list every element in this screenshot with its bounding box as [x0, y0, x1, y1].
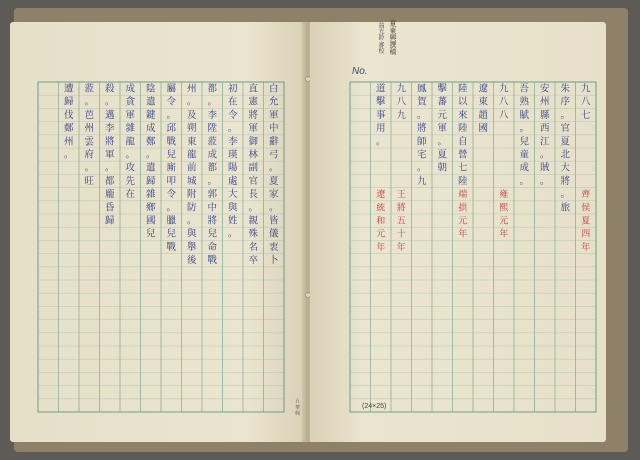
handwritten-character: 序: [560, 96, 571, 108]
handwritten-character: 事: [375, 109, 386, 121]
handwritten-character: 道: [375, 83, 386, 95]
red-character: 拱: [458, 203, 468, 214]
handwritten-column: [581, 83, 591, 121]
handwritten-character: 副: [248, 162, 259, 174]
handwritten-character: 兒: [207, 228, 218, 240]
handwritten-character: 。: [186, 96, 197, 108]
handwritten-character: 令: [166, 96, 177, 108]
handwritten-character: 鳳: [416, 83, 427, 95]
handwritten-character: 。: [104, 162, 115, 174]
right-grid-paper: [310, 22, 606, 442]
handwritten-character: 龐: [104, 189, 115, 201]
handwritten-character: 軍: [104, 149, 115, 161]
handwritten-character: 賊: [539, 162, 550, 174]
handwritten-character: 將: [560, 175, 571, 187]
handwritten-character: 令: [166, 189, 177, 201]
red-character: 五: [396, 216, 406, 227]
handwritten-character: 戰: [166, 241, 177, 253]
handwritten-character: 鍵: [145, 109, 156, 121]
publisher-mark: 五 華 興: [294, 398, 300, 416]
left-manuscript-page: [10, 22, 306, 442]
handwritten-character: 西: [539, 123, 550, 135]
handwritten-character: 。: [539, 149, 550, 161]
handwritten-character: 李: [207, 109, 218, 121]
handwritten-character: 兒: [166, 228, 177, 240]
handwritten-character: 邁: [104, 109, 115, 121]
handwritten-character: 憲: [248, 96, 259, 108]
handwritten-column: [417, 84, 427, 187]
handwritten-character: 舉: [186, 241, 197, 253]
handwritten-character: 七: [457, 162, 468, 174]
handwritten-character: 鄭: [145, 136, 156, 148]
red-character: 十: [396, 229, 406, 240]
handwritten-character: 。: [560, 109, 571, 121]
handwritten-character: 。: [207, 175, 218, 187]
handwritten-column: [105, 84, 115, 227]
handwritten-character: 名: [248, 241, 259, 253]
handwritten-character: 叩: [166, 175, 177, 187]
handwritten-character: 龍: [125, 136, 136, 148]
handwritten-character: 中: [268, 123, 279, 135]
handwritten-character: 趙: [478, 109, 489, 121]
handwritten-character: 縣: [539, 109, 550, 121]
handwritten-character: 衷: [268, 241, 279, 253]
paper-size-label: (24×25): [362, 403, 387, 410]
handwritten-character: 宅: [416, 149, 427, 161]
handwritten-character: 卜: [268, 255, 279, 267]
left-grid-paper: [10, 22, 306, 442]
page-number-label: No.: [352, 66, 368, 77]
handwritten-character: 及: [186, 109, 197, 121]
red-character: 遼: [376, 190, 386, 201]
handwritten-character: 州: [63, 136, 74, 148]
handwritten-character: 。: [145, 149, 156, 161]
handwritten-character: 擊: [437, 83, 448, 95]
red-character: 端: [458, 190, 468, 201]
handwritten-character: 郭: [207, 189, 218, 201]
handwritten-character: 城: [186, 175, 197, 187]
handwritten-character: 中: [207, 202, 218, 214]
handwritten-character: 。: [166, 202, 177, 214]
handwritten-character: 遣: [145, 162, 156, 174]
handwritten-character: 屬: [166, 83, 177, 95]
red-character: 將: [396, 203, 406, 214]
handwritten-character: 戰: [166, 136, 177, 148]
handwritten-character: 旺: [84, 175, 95, 187]
handwritten-character: 臘: [166, 215, 177, 227]
handwritten-character: 。: [227, 123, 238, 135]
handwritten-character: 弓: [268, 149, 279, 161]
handwritten-character: 歸: [104, 215, 115, 227]
handwritten-character: 軍: [268, 109, 279, 121]
red-character: 王: [396, 190, 406, 201]
handwritten-character: 儀: [268, 228, 279, 240]
handwritten-character: 。: [416, 162, 427, 174]
handwritten-character: 將: [416, 123, 427, 135]
handwritten-character: 直: [248, 83, 259, 95]
handwritten-character: 東: [478, 96, 489, 108]
handwritten-character: 。: [519, 175, 530, 187]
handwritten-character: 歸: [145, 175, 156, 187]
red-character: 侯: [581, 203, 591, 214]
handwritten-character: 來: [457, 109, 468, 121]
handwritten-character: 防: [186, 202, 197, 214]
red-year-heading: [397, 189, 406, 253]
handwritten-character: 軍: [248, 123, 259, 135]
handwritten-character: 擊: [375, 96, 386, 108]
red-character: 年: [581, 242, 591, 253]
handwritten-character: 八: [580, 96, 591, 108]
handwritten-character: 先: [125, 175, 136, 187]
handwritten-character: 賦: [519, 109, 530, 121]
handwritten-character: 蒞: [84, 83, 95, 95]
handwritten-character: 辭: [268, 136, 279, 148]
handwritten-character: 廝: [166, 162, 177, 174]
red-character: 年: [376, 242, 386, 253]
handwritten-character: 親: [248, 215, 259, 227]
handwritten-character: 昏: [104, 202, 115, 214]
red-character: 年: [458, 229, 468, 240]
handwritten-character: 九: [416, 175, 427, 187]
handwritten-character: 旅: [560, 202, 571, 214]
handwritten-character: 鄭: [63, 123, 74, 135]
handwritten-character: 處: [227, 175, 238, 187]
handwritten-character: 殺: [104, 83, 115, 95]
handwritten-character: 八: [498, 109, 509, 121]
handwritten-character: 附: [186, 189, 197, 201]
handwritten-character: 朔: [186, 123, 197, 135]
handwritten-character: 令: [227, 109, 238, 121]
handwritten-character: 在: [227, 96, 238, 108]
header-annotation-secondary: 翁光鈴 審校: [377, 22, 384, 54]
handwritten-character: 。: [166, 109, 177, 121]
handwritten-character: 殊: [248, 228, 259, 240]
handwritten-character: 八: [396, 96, 407, 108]
handwritten-character: 成: [519, 162, 530, 174]
handwritten-character: 。: [560, 189, 571, 201]
handwritten-column: [396, 83, 406, 121]
handwritten-character: 夏: [437, 149, 448, 161]
handwritten-character: 。: [207, 96, 218, 108]
handwritten-character: 以: [457, 96, 468, 108]
handwritten-character: 州: [539, 96, 550, 108]
handwritten-character: 家: [268, 189, 279, 201]
red-character: 統: [376, 203, 386, 214]
handwritten-character: 國: [145, 215, 156, 227]
handwritten-character: 熟: [519, 96, 530, 108]
handwritten-character: 。: [104, 96, 115, 108]
handwritten-character: 陸: [457, 123, 468, 135]
handwritten-character: 。: [519, 123, 530, 135]
handwritten-character: 大: [227, 189, 238, 201]
right-manuscript-page: [310, 22, 606, 442]
handwritten-character: 。: [227, 228, 238, 240]
handwritten-character: 姓: [227, 215, 238, 227]
handwritten-character: 命: [207, 241, 218, 253]
handwritten-character: 兒: [519, 136, 530, 148]
handwritten-character: 遣: [145, 96, 156, 108]
handwritten-character: 大: [560, 162, 571, 174]
handwritten-character: 。: [248, 202, 259, 214]
handwritten-character: 陰: [145, 83, 156, 95]
handwritten-character: 陽: [227, 162, 238, 174]
handwritten-character: 成: [207, 149, 218, 161]
red-character: 熙: [499, 203, 509, 214]
handwritten-character: 雜: [145, 189, 156, 201]
handwritten-column: [166, 84, 176, 253]
handwritten-character: 七: [580, 109, 591, 121]
handwritten-character: 。: [437, 136, 448, 148]
handwritten-character: 用: [375, 123, 386, 135]
handwritten-character: 李: [227, 136, 238, 148]
red-character: 年: [396, 242, 406, 253]
handwritten-character: 。: [416, 109, 427, 121]
handwritten-character: 營: [457, 149, 468, 161]
handwritten-character: 長: [248, 189, 259, 201]
handwritten-character: 與: [186, 228, 197, 240]
handwritten-character: 軍: [125, 109, 136, 121]
handwritten-character: 成: [125, 83, 136, 95]
handwritten-character: 白: [268, 83, 279, 95]
handwritten-character: 將: [248, 109, 259, 121]
handwritten-character: 蕃: [437, 96, 448, 108]
red-character: 元: [376, 229, 386, 240]
red-character: 元: [458, 216, 468, 227]
red-character: 齊: [581, 190, 591, 201]
handwritten-character: 州: [186, 83, 197, 95]
handwritten-character: 。: [125, 149, 136, 161]
handwritten-character: 國: [478, 123, 489, 135]
handwritten-character: 遼: [478, 83, 489, 95]
red-character: 元: [499, 216, 509, 227]
handwritten-character: 朱: [560, 83, 571, 95]
handwritten-character: 允: [268, 96, 279, 108]
handwritten-character: 。: [268, 162, 279, 174]
handwritten-column: [437, 83, 447, 174]
handwritten-column: [376, 83, 386, 148]
handwritten-character: 鄉: [145, 202, 156, 214]
red-character: 夏: [581, 216, 591, 227]
handwritten-character: 九: [498, 83, 509, 95]
handwritten-character: 龍: [186, 149, 197, 161]
handwritten-character: 九: [396, 83, 407, 95]
handwritten-character: 李: [104, 123, 115, 135]
handwritten-character: 在: [125, 189, 136, 201]
handwritten-character: 卒: [248, 255, 259, 267]
handwritten-character: 陞: [207, 123, 218, 135]
red-character: 四: [581, 229, 591, 240]
handwritten-character: 童: [519, 149, 530, 161]
red-character: 和: [376, 216, 386, 227]
handwritten-character: 吾: [519, 83, 530, 95]
handwritten-character: 邱: [166, 123, 177, 135]
handwritten-character: 師: [416, 136, 427, 148]
handwritten-character: 官: [248, 175, 259, 187]
handwritten-character: 林: [248, 149, 259, 161]
handwritten-character: 九: [396, 109, 407, 121]
handwritten-character: 歸: [63, 96, 74, 108]
handwritten-character: 自: [457, 136, 468, 148]
handwritten-character: 貪: [125, 96, 136, 108]
red-character: 雍: [499, 190, 509, 201]
handwritten-character: 都: [207, 83, 218, 95]
header-annotation: 夏東興撰稿: [389, 20, 397, 55]
red-year-heading: [376, 188, 385, 253]
handwritten-character: 都: [104, 175, 115, 187]
handwritten-character: 官: [560, 123, 571, 135]
handwritten-character: 元: [437, 109, 448, 121]
handwritten-character: 初: [227, 83, 238, 95]
handwritten-column: [125, 83, 135, 201]
handwritten-character: 雲: [84, 136, 95, 148]
handwritten-character: 戰: [207, 255, 218, 267]
handwritten-character: 。: [375, 136, 386, 148]
handwritten-column: [499, 83, 509, 121]
handwritten-character: 瑛: [227, 149, 238, 161]
handwritten-character: 攻: [125, 162, 136, 174]
handwritten-character: 芭: [84, 109, 95, 121]
handwritten-column: [519, 84, 529, 187]
handwritten-character: 。: [84, 162, 95, 174]
handwritten-character: 府: [84, 149, 95, 161]
handwritten-character: 雜: [125, 123, 136, 135]
handwritten-character: 安: [539, 83, 550, 95]
handwritten-character: 九: [580, 83, 591, 95]
handwritten-character: 江: [539, 136, 550, 148]
handwritten-character: 夏: [560, 136, 571, 148]
handwritten-character: 都: [207, 162, 218, 174]
handwritten-character: 御: [248, 136, 259, 148]
handwritten-character: 。: [268, 202, 279, 214]
handwritten-character: 兒: [166, 149, 177, 161]
handwritten-character: 將: [104, 136, 115, 148]
handwritten-character: 陸: [457, 83, 468, 95]
handwritten-character: 伐: [63, 109, 74, 121]
handwritten-character: 陸: [457, 175, 468, 187]
handwritten-character: 遭: [63, 83, 74, 95]
handwritten-character: 。: [63, 149, 74, 161]
handwritten-character: 蒞: [207, 136, 218, 148]
handwritten-character: 州: [84, 123, 95, 135]
handwritten-character: 朝: [437, 162, 448, 174]
handwritten-character: 後: [186, 255, 197, 267]
handwritten-character: 八: [498, 96, 509, 108]
handwritten-character: 賀: [416, 96, 427, 108]
handwritten-character: 成: [145, 123, 156, 135]
red-character: 年: [499, 229, 509, 240]
handwritten-character: 。: [84, 96, 95, 108]
handwritten-character: 北: [560, 149, 571, 161]
handwritten-character: 。: [539, 175, 550, 187]
handwritten-character: 將: [207, 215, 218, 227]
handwritten-character: 。: [186, 215, 197, 227]
handwritten-character: 前: [186, 162, 197, 174]
red-year-heading: [581, 188, 590, 253]
handwritten-character: 兒: [145, 228, 156, 240]
handwritten-character: 東: [186, 136, 197, 148]
handwritten-character: 與: [227, 202, 238, 214]
handwritten-character: 夏: [268, 175, 279, 187]
handwritten-character: 軍: [437, 123, 448, 135]
handwritten-character: 皆: [268, 215, 279, 227]
